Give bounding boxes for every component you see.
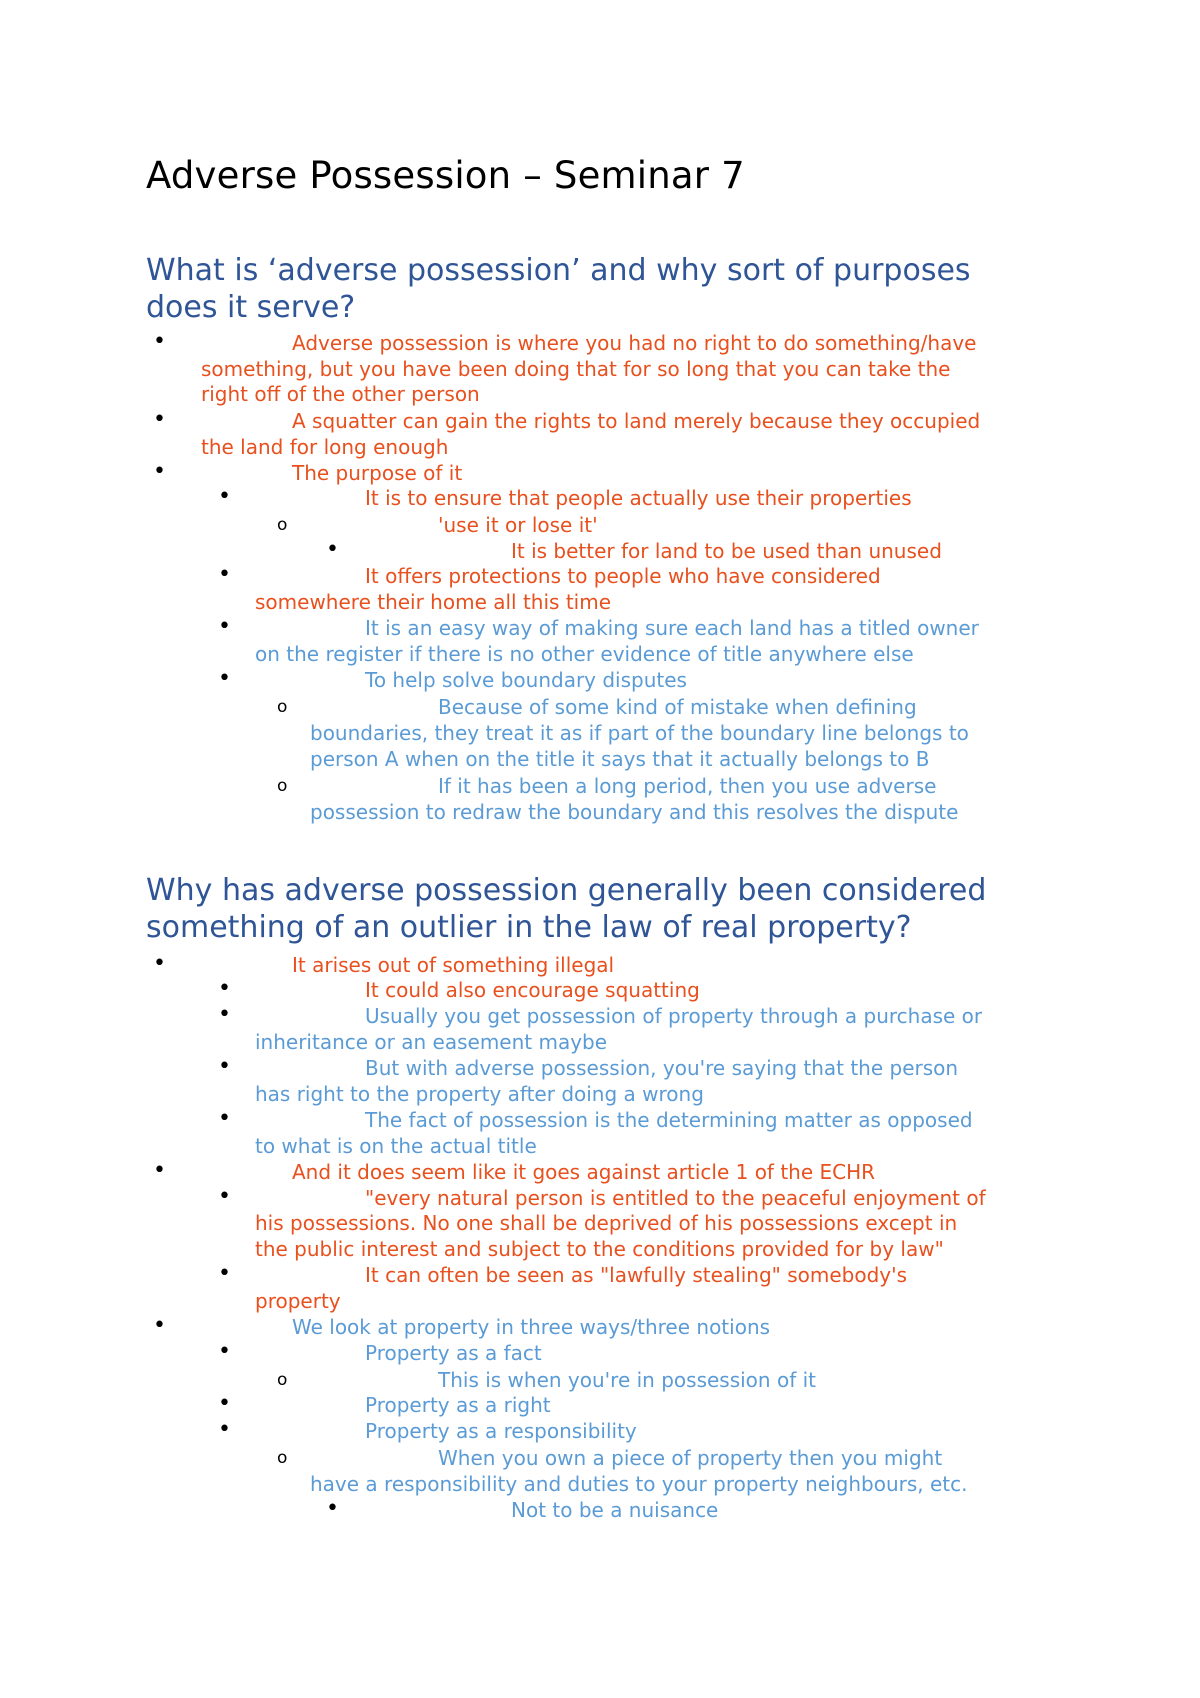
bullet-icon [326,1495,339,1522]
list-item-line: right off of the other person [201,382,480,406]
document-title: Adverse Possession – Seminar 7 [146,154,745,197]
bullet-icon [218,561,231,588]
list-item-line: Property as a fact [365,1341,542,1365]
list-item-line: property [255,1289,341,1313]
bullet-icon [218,483,231,510]
list-item-line: somewhere their home all this time [255,590,612,614]
list-item-line: It could also encourage squatting [365,978,700,1002]
list-item-line: It can often be seen as "lawfully stealing" somebody's [365,1263,908,1287]
section-heading-2 [146,872,1066,946]
list-item-line: It arises out of something illegal [292,953,615,977]
list-item-line: Property as a right [365,1393,551,1417]
list-item-line: the land for long enough [201,435,449,459]
list-item-line: Property as a responsibility [365,1419,637,1443]
bullet-icon [153,950,166,977]
bullet-icon [218,665,231,692]
bullet-icon [218,1338,231,1365]
list-item-line: But with adverse possession, you're saying that the person [365,1056,959,1080]
list-item-line: And it does seem like it goes against article 1 of the ECHR [292,1160,876,1184]
bullet-icon [218,975,231,1002]
list-item-line: have a responsibility and duties to your property neighbours, etc. [310,1472,968,1496]
list-item-line: person A when on the title it says that it actually belongs to B [310,747,930,771]
bullet-icon [218,1053,231,1080]
circle-bullet-icon [277,1443,287,1471]
list-item-line: "every natural person is entitled to the peaceful enjoyment of [365,1186,986,1210]
circle-bullet-icon [277,510,287,538]
list-item-line: The purpose of it [292,461,463,485]
bullet-icon [153,458,166,485]
list-item-line: has right to the property after doing a wrong [255,1082,704,1106]
list-item-line: We look at property in three ways/three notions [292,1315,771,1339]
bullet-icon [153,1312,166,1339]
list-item-line: to what is on the actual title [255,1134,537,1158]
bullet-icon [153,1157,166,1184]
bullet-icon [218,613,231,640]
list-item-line: This is when you're in possession of it [438,1368,816,1392]
list-item-line: inheritance or an easement maybe [255,1030,608,1054]
list-item-line: Not to be a nuisance [511,1498,719,1522]
list-item-line: Adverse possession is where you had no right to do something/have [292,331,977,355]
bullet-icon [153,328,166,355]
section-heading-2-line-2: something of an outlier in the law of real property? [146,910,912,945]
list-item-line: Usually you get possession of property through a purchase or [365,1004,983,1028]
section-heading-1-line-2: does it serve? [146,290,356,325]
bullet-icon [218,1001,231,1028]
list-item-line: It is better for land to be used than unused [511,539,942,563]
list-item-line: The fact of possession is the determining matter as opposed [365,1108,973,1132]
list-item-line: possession to redraw the boundary and this resolves the dispute [310,800,959,824]
bullet-icon [218,1183,231,1210]
bullet-icon [218,1105,231,1132]
list-item-line: the public interest and subject to the conditions provided for by law" [255,1237,944,1261]
bullet-icon [153,406,166,433]
bullet-icon [218,1390,231,1417]
list-item-line: When you own a piece of property then you might [438,1446,943,1470]
list-item-line: on the register if there is no other evidence of title anywhere else [255,642,914,666]
bullet-icon [326,536,339,563]
section-heading-2-line-1: Why has adverse possession generally been considered [146,873,987,908]
list-item-line: It is an easy way of making sure each land has a titled owner [365,616,979,640]
list-item-line: If it has been a long period, then you use adverse [438,774,937,798]
section-heading-1-line-1: What is ‘adverse possession’ and why sort of purposes [146,253,971,288]
list-item-line: A squatter can gain the rights to land merely because they occupied [292,409,981,433]
list-item-line: It offers protections to people who have considered [365,564,881,588]
list-item-line: 'use it or lose it' [438,513,598,537]
list-item-line: boundaries, they treat it as if part of the boundary line belongs to [310,721,969,745]
list-item-line: It is to ensure that people actually use their properties [365,486,912,510]
bullet-icon [218,1416,231,1443]
list-item-line: something, but you have been doing that for so long that you can take the [201,357,951,381]
circle-bullet-icon [277,692,287,720]
list-item-line: his possessions. No one shall be deprived of his possessions except in [255,1211,958,1235]
section-heading-1 [146,252,1066,326]
list-item-line: To help solve boundary disputes [365,668,687,692]
bullet-icon [218,1260,231,1287]
circle-bullet-icon [277,1365,287,1393]
circle-bullet-icon [277,771,287,799]
list-item-line: Because of some kind of mistake when defining [438,695,917,719]
